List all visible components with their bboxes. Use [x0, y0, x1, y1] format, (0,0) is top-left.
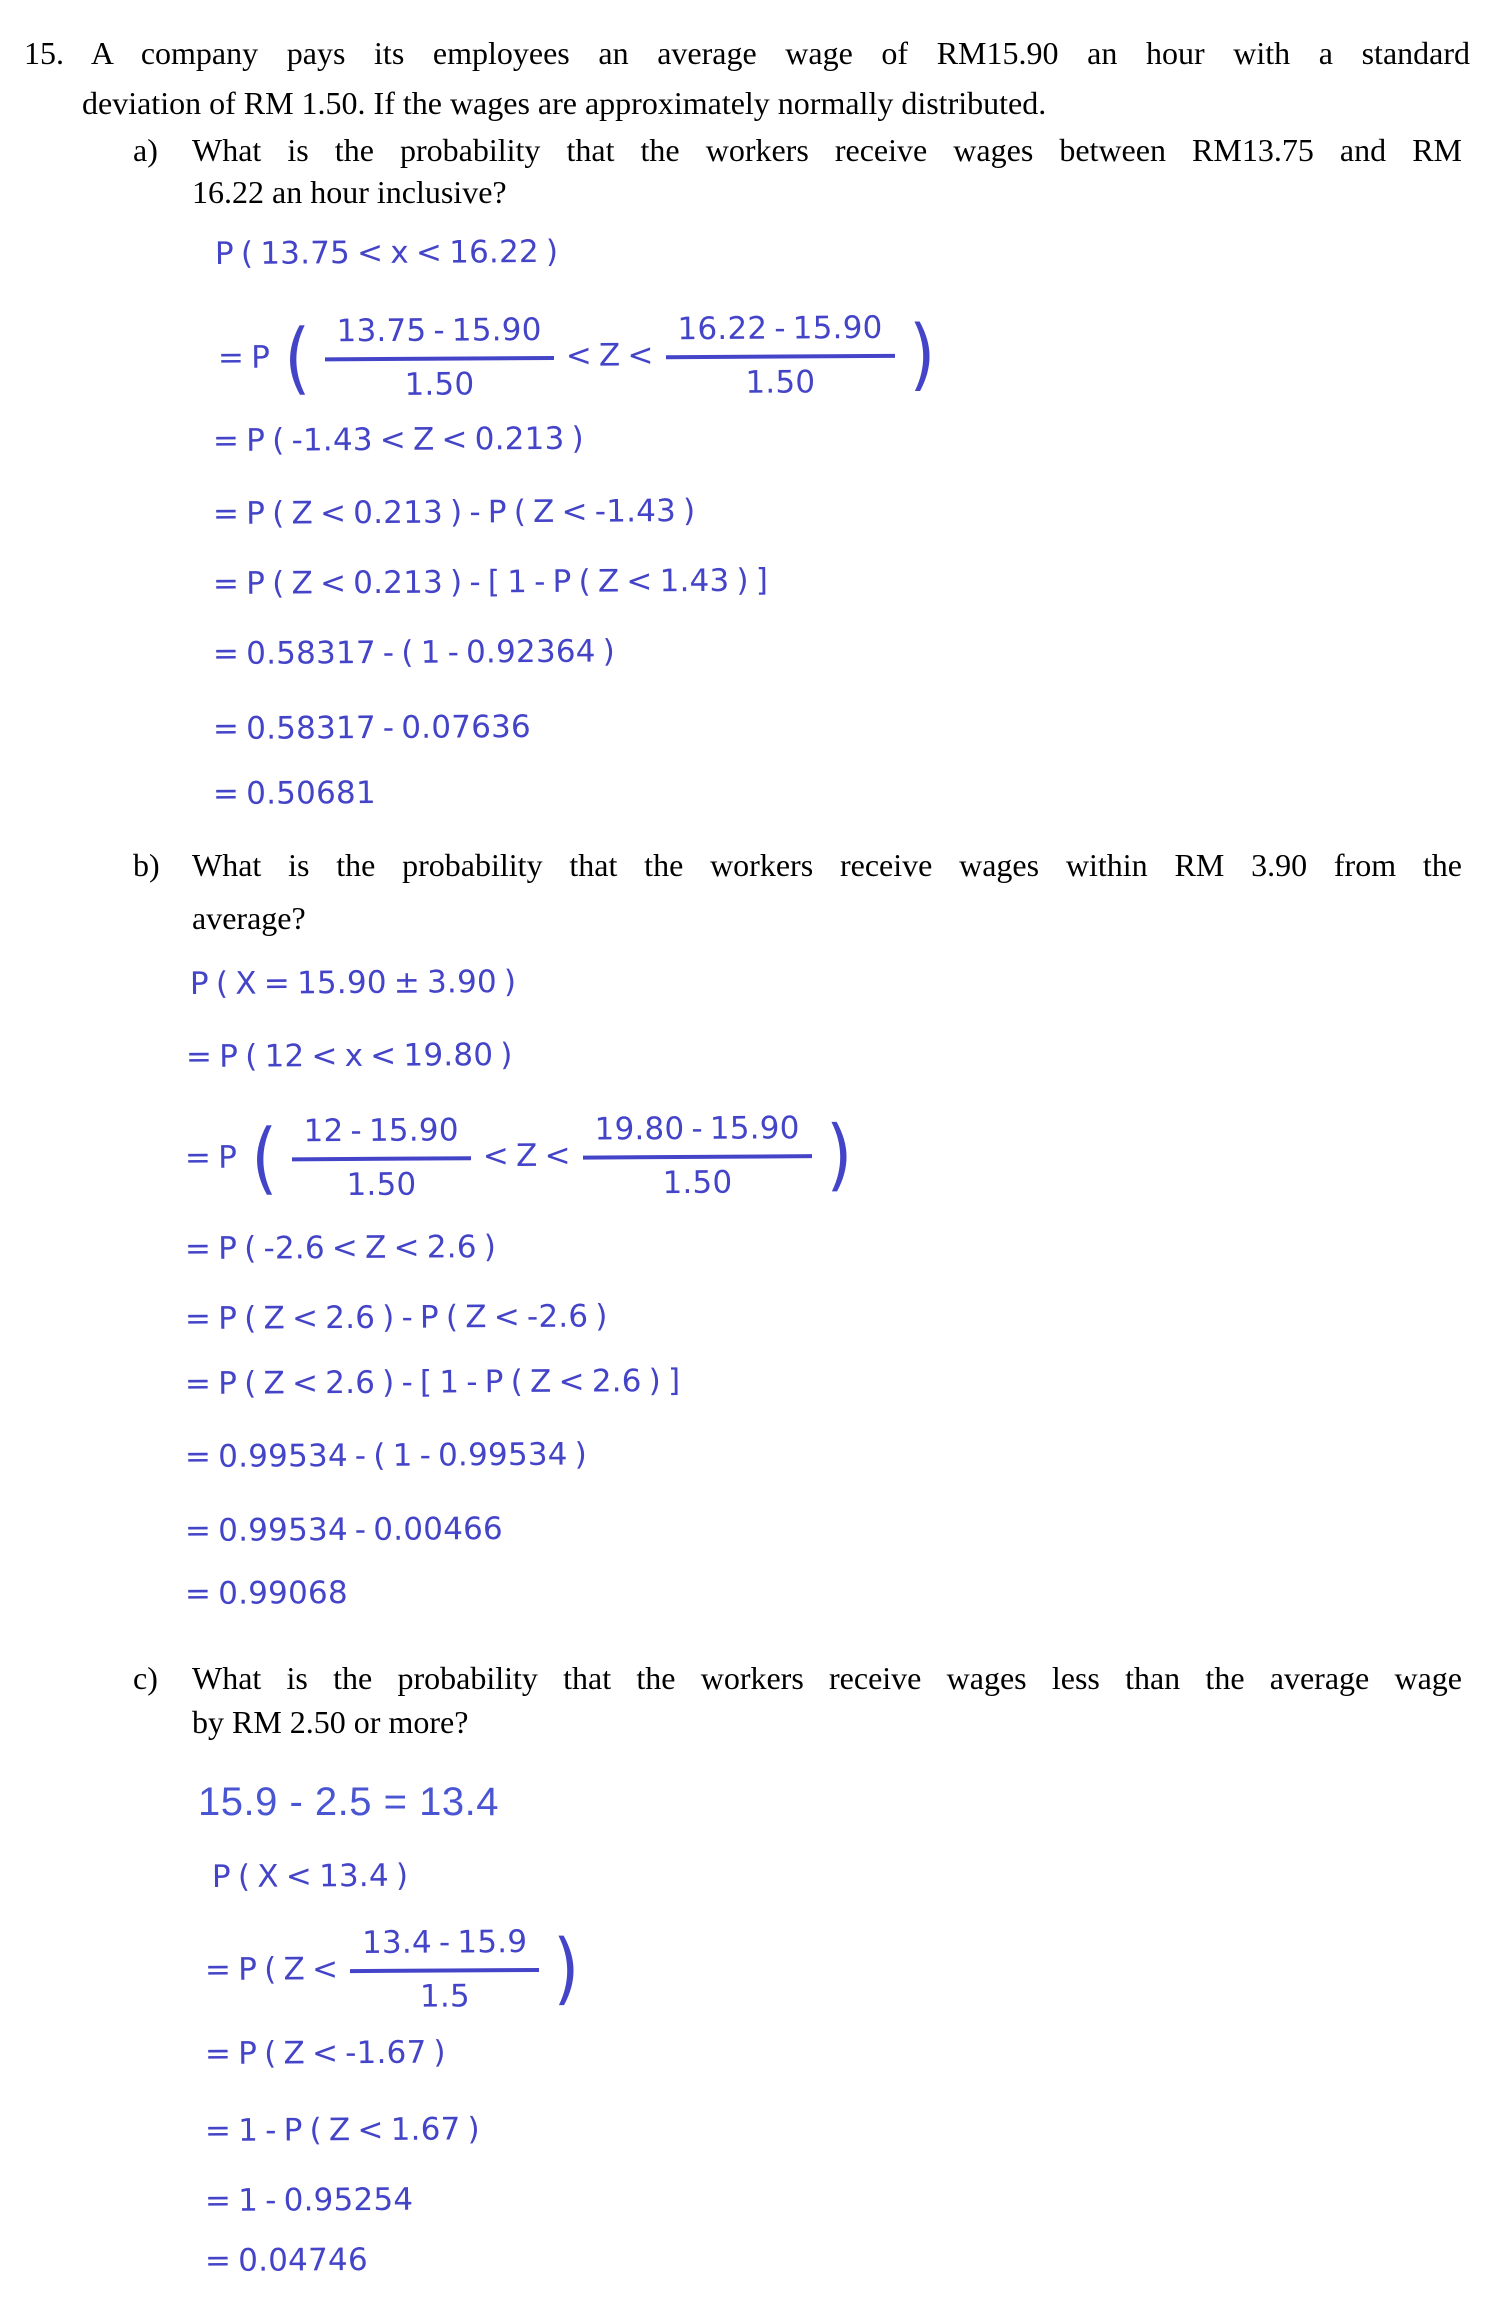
part-a-work-line: = P ( -1.43 < Z < 0.213 ): [212, 420, 584, 459]
part-b-label: b): [133, 847, 160, 883]
part-c-label: c): [133, 1660, 158, 1696]
part-b-fraction-row: [185, 1109, 855, 1204]
fraction-numerator: 12 - 15.90: [291, 1111, 470, 1161]
part-b-work-line-result: = 0.99068: [184, 1575, 348, 1612]
part-c-question-line-2: by RM 2.50 or more?: [192, 1704, 469, 1740]
part-b-work-line: = P ( 12 < x < 19.80 ): [185, 1037, 513, 1075]
fraction-prefix: = P: [184, 1139, 238, 1176]
part-c-question-line-1: What is the probability that the workers receive wages less than the average wage: [192, 1660, 1462, 1696]
fraction-numerator: 19.80 - 15.90: [582, 1109, 811, 1159]
fraction-prefix: = P ( Z <: [204, 1950, 339, 1988]
part-b-work-line: = P ( Z < 2.6 ) - P ( Z < -2.6 ): [184, 1298, 608, 1337]
fraction-middle: < Z <: [482, 1137, 571, 1174]
part-a-fraction-row: [218, 309, 938, 405]
part-b-work-line: = P ( Z < 2.6 ) - [ 1 - P ( Z < 2.6 ) ]: [184, 1362, 681, 1402]
part-b-work-line: = P ( -2.6 < Z < 2.6 ): [184, 1229, 497, 1267]
part-b-question-line-1: What is the probability that the workers receive wages within RM 3.90 from the: [192, 847, 1462, 883]
fraction: [350, 1923, 540, 2015]
part-a-work-line-result: = 0.50681: [212, 775, 376, 812]
part-c-work-line: = P ( Z < -1.67 ): [204, 2034, 446, 2072]
part-c-work-line: = 1 - P ( Z < 1.67 ): [204, 2111, 480, 2149]
part-b-work-line: = 0.99534 - 0.00466: [184, 1511, 504, 1549]
fraction-denominator: 1.50: [662, 1164, 733, 1201]
close-paren: ): [908, 309, 936, 400]
close-paren: ): [553, 1923, 580, 2014]
fraction-denominator: 1.50: [346, 1166, 417, 1203]
fraction-denominator: 1.5: [419, 1978, 471, 2015]
fraction-numerator: 13.75 - 15.90: [324, 311, 553, 361]
fraction-middle: < Z <: [565, 337, 654, 374]
part-b-question-line-2: average?: [192, 900, 306, 936]
part-c-typed-calculation: 15.9 - 2.5 = 13.4: [198, 1780, 499, 1824]
open-paren: (: [251, 1113, 278, 1204]
part-a-work-line: = 0.58317 - 0.07636: [212, 709, 532, 747]
fraction-left: [291, 1111, 471, 1203]
fraction-right: [665, 309, 895, 402]
fraction-numerator: 13.4 - 15.9: [350, 1923, 539, 1973]
part-a-question-line-1: What is the probability that the workers receive wages between RM13.75 and RM: [192, 132, 1462, 168]
problem-statement-line-2: deviation of RM 1.50. If the wages are approximately normally distributed.: [82, 85, 1047, 121]
fraction-prefix: = P: [217, 339, 271, 376]
fraction-denominator: 1.50: [745, 363, 816, 401]
open-paren: (: [284, 313, 311, 404]
close-paren: ): [825, 1109, 853, 1200]
part-c-work-line-result: = 0.04746: [204, 2242, 368, 2279]
part-c-work-line: = 1 - 0.95254: [204, 2181, 414, 2219]
problem-statement-line-1: 15. A company pays its employees an average wage of RM15.90 an hour with a standard: [24, 35, 1470, 71]
part-b-work-line: = 0.99534 - ( 1 - 0.99534 ): [184, 1436, 588, 1475]
fraction-numerator: 16.22 - 15.90: [665, 309, 894, 359]
part-a-work-line: = 0.58317 - ( 1 - 0.92364 ): [212, 633, 616, 672]
part-a-question-line-2: 16.22 an hour inclusive?: [192, 174, 507, 210]
part-b-work-line-start: P ( X = 15.90 ± 3.90 ): [189, 964, 517, 1002]
part-a-work-line: = P ( Z < 0.213 ) - P ( Z < -1.43 ): [212, 493, 696, 532]
fraction-denominator: 1.50: [404, 366, 475, 403]
part-c-fraction-row: [205, 1923, 583, 2017]
fraction-right: [582, 1109, 812, 1202]
fraction-left: [324, 311, 554, 404]
part-a-work-line: = P ( Z < 0.213 ) - [ 1 - P ( Z < 1.43 ) ]: [212, 562, 769, 602]
part-c-work-line-start: P ( X < 13.4 ): [211, 1857, 409, 1895]
part-a-work-line-start: P ( 13.75 < x < 16.22 ): [214, 233, 559, 272]
part-a-label: a): [133, 132, 158, 168]
